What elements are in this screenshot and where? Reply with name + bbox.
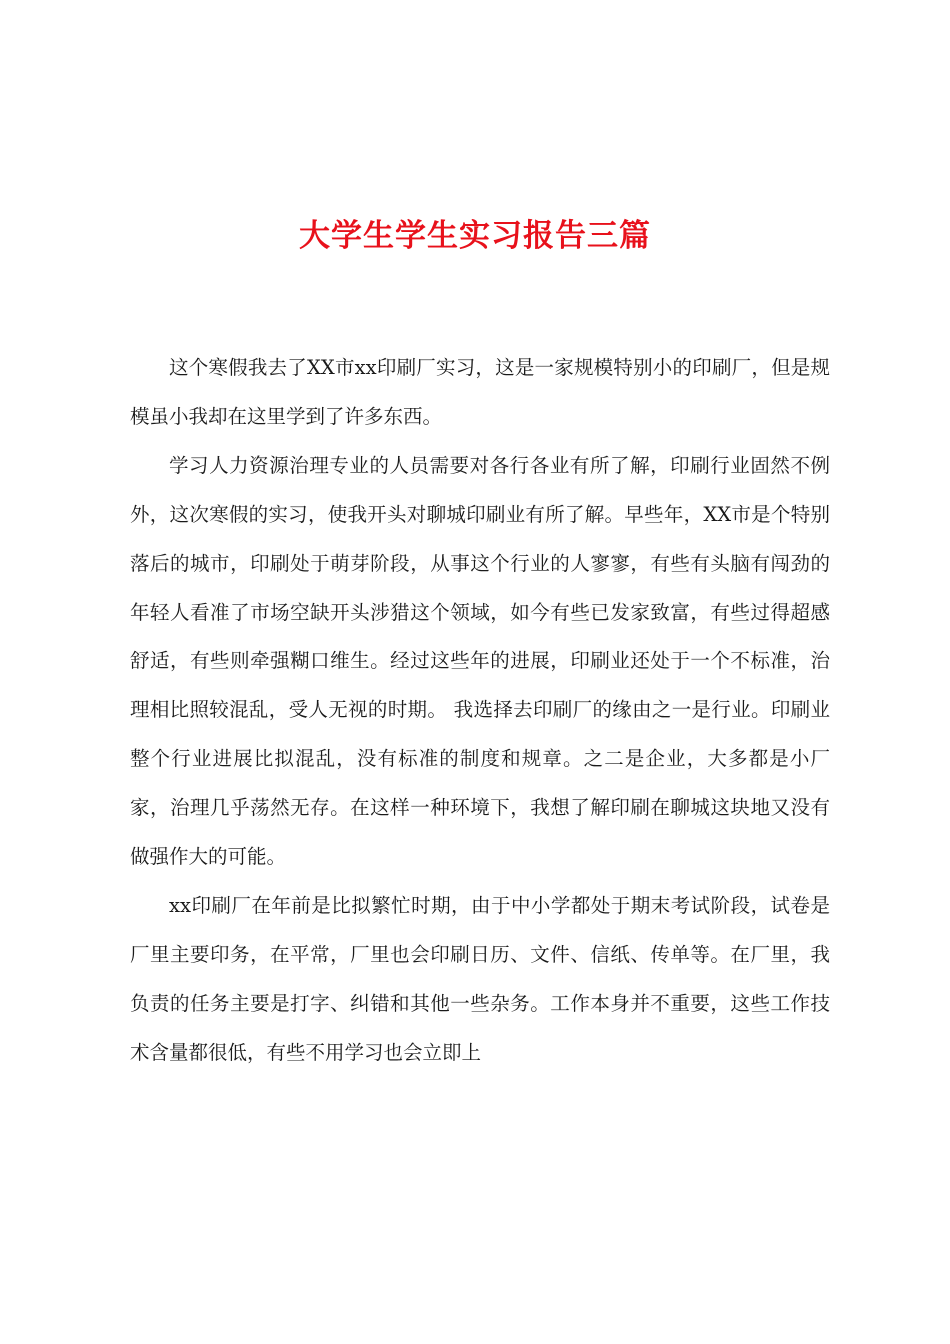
document-title: 大学生学生实习报告三篇: [299, 218, 651, 254]
paragraph-2: 学习人力资源治理专业的人员需要对各行各业有所了解，印刷行业固然不例外，这次寒假的实习，使我开头对聊城印刷业有所了解。早些年，XX市是个特别落后的城市，印刷处于萌芽阶段，从事这个行业的人寥寥，有些有头脑有闯劲的年轻人看准了市场空缺开头涉猎这个领域，如今有些已发家致富，有些过得超感舒适，有些则牵强糊口维生。经过这些年的进展，印刷业还处于一个不标准，治理相比照较混乱，受人无视的时期。 我选择去印刷厂的缘由之一是行业。印刷业整个行业进展比拟混乱，没有标准的制度和规章。之二是企业，大多都是小厂家，治理几乎荡然无存。在这样一种环境下，我想了解印刷在聊城这块地又没有做强作大的可能。: [130, 453, 830, 869]
paragraph-3: xx印刷厂在年前是比拟繁忙时期，由于中小学都处于期末考试阶段，试卷是厂里主要印务，在平常，厂里也会印刷日历、文件、信纸、传单等。在厂里，我负责的任务主要是打字、纠错和其他一些杂务。工作本身并不重要，这些工作技术含量都很低，有些不用学习也会立即上: [130, 893, 830, 1064]
paragraph-1: 这个寒假我去了XX市xx印刷厂实习，这是一家规模特别小的印刷厂，但是规模虽小我却在这里学到了许多东西。: [130, 356, 830, 428]
document-body: [130, 344, 830, 1078]
